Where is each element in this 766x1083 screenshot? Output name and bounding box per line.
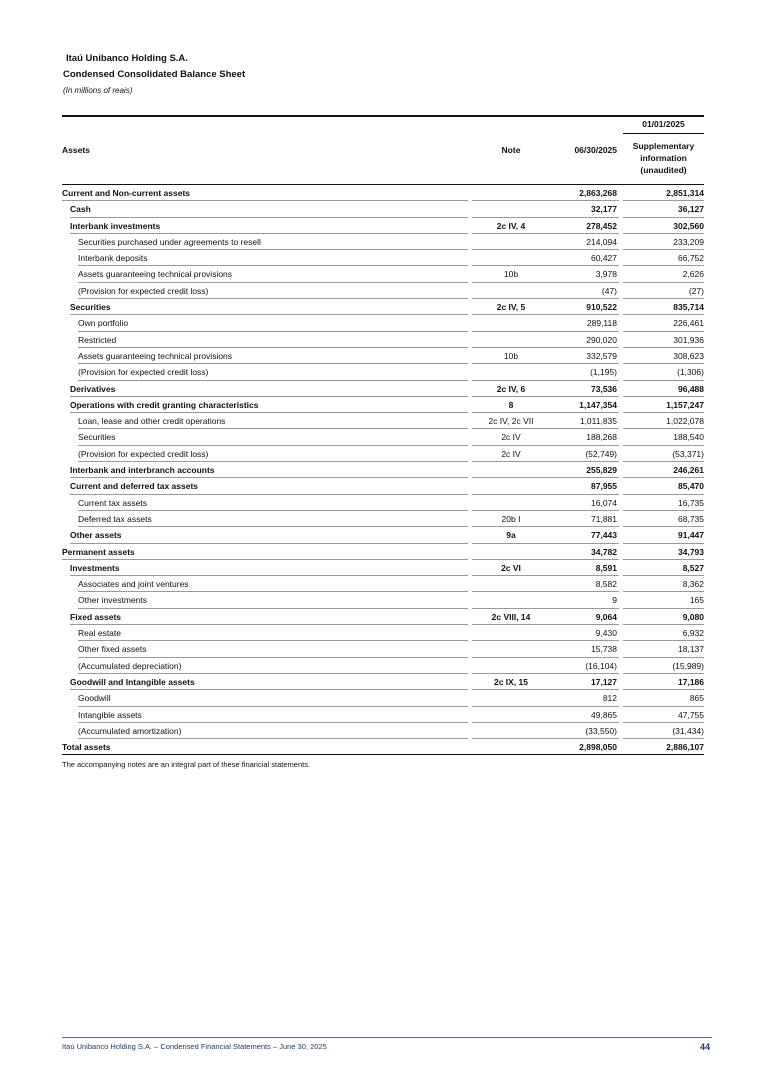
row-label: Current and deferred tax assets — [70, 481, 199, 492]
row-value-06-30-2025: 8,591 — [595, 562, 617, 573]
row-note — [472, 234, 550, 250]
row-label: Interbank deposits — [78, 253, 148, 264]
column-header — [62, 117, 704, 184]
row-value-01-01-2025: 85,470 — [678, 481, 704, 492]
row-label: Other assets — [70, 530, 122, 541]
row-rule — [62, 754, 704, 755]
row-value-06-30-2025: 9,430 — [595, 628, 617, 639]
table-row — [62, 250, 704, 266]
table-row — [62, 413, 704, 429]
table-body — [62, 185, 704, 755]
row-note — [472, 250, 550, 266]
table-row — [62, 348, 704, 364]
row-value-06-30-2025: 9,064 — [595, 611, 617, 622]
table-row — [62, 185, 704, 201]
row-note: 2c IV — [501, 432, 521, 443]
table-row — [62, 658, 704, 674]
row-note — [472, 478, 550, 494]
row-note — [472, 364, 550, 380]
row-value-06-30-2025: 278,452 — [586, 220, 617, 231]
row-note — [472, 707, 550, 723]
row-value-01-01-2025: 18,137 — [678, 644, 704, 655]
table-row — [62, 560, 704, 576]
row-value-06-30-2025: (1,195) — [590, 367, 617, 378]
row-value-01-01-2025: 2,886,107 — [666, 742, 704, 753]
row-value-01-01-2025: (1,306) — [677, 367, 704, 378]
row-value-01-01-2025: 36,127 — [678, 204, 704, 215]
row-label: Other fixed assets — [78, 644, 147, 655]
table-row — [62, 315, 704, 331]
row-note: 2c IV — [501, 448, 521, 459]
row-label: Intangible assets — [78, 709, 142, 720]
balance-sheet-table — [62, 115, 704, 769]
row-note — [472, 495, 550, 511]
row-value-06-30-2025: 214,094 — [586, 236, 617, 247]
supplementary-header-line-2: information — [640, 153, 687, 163]
row-note: 2c IV, 5 — [496, 302, 526, 313]
row-value-01-01-2025: 91,447 — [678, 530, 704, 541]
row-label: Total assets — [62, 742, 111, 753]
footer-text: Itaú Unibanco Holding S.A. – Condensed Financial Statements – June 30, 2025 — [62, 1042, 327, 1051]
table-row — [62, 625, 704, 641]
row-value-06-30-2025: 73,536 — [591, 383, 617, 394]
row-value-06-30-2025: 289,118 — [586, 318, 617, 329]
row-value-06-30-2025: 16,074 — [591, 497, 617, 508]
row-label: Securities — [70, 302, 111, 313]
table-row — [62, 299, 704, 315]
table-row — [62, 266, 704, 282]
row-label: Cash — [70, 204, 91, 215]
table-row — [62, 462, 704, 478]
supplementary-column-header — [623, 140, 704, 176]
row-value-01-01-2025: 301,936 — [673, 334, 704, 345]
table-row — [62, 446, 704, 462]
row-value-01-01-2025: 188,540 — [673, 432, 704, 443]
row-note — [472, 332, 550, 348]
row-label: Current tax assets — [78, 497, 147, 508]
table-row — [62, 201, 704, 217]
row-label: (Accumulated amortization) — [78, 725, 182, 736]
row-value-01-01-2025: 226,461 — [673, 318, 704, 329]
row-value-06-30-2025: 32,177 — [591, 204, 617, 215]
row-value-01-01-2025: 34,793 — [678, 546, 704, 557]
row-value-06-30-2025: 9 — [612, 595, 617, 606]
row-note: 2c VIII, 14 — [491, 611, 531, 622]
row-value-06-30-2025: 2,898,050 — [579, 742, 617, 753]
row-label: Other investments — [78, 595, 147, 606]
row-value-01-01-2025: 68,735 — [678, 513, 704, 524]
row-value-01-01-2025: 1,022,078 — [666, 416, 704, 427]
row-value-01-01-2025: 2,626 — [682, 269, 704, 280]
row-label: Loan, lease and other credit operations — [78, 416, 226, 427]
row-value-01-01-2025: 16,735 — [678, 497, 704, 508]
table-row — [62, 478, 704, 494]
row-value-01-01-2025: 865 — [689, 693, 704, 704]
table-row — [62, 739, 704, 755]
row-value-06-30-2025: 910,522 — [586, 302, 617, 313]
row-note: 2c IV, 4 — [496, 220, 526, 231]
supplementary-header-line-1: Supplementary — [632, 141, 695, 151]
row-value-06-30-2025: 17,127 — [591, 676, 617, 687]
row-value-06-30-2025: 332,579 — [586, 350, 617, 361]
row-value-01-01-2025: 8,362 — [682, 579, 704, 590]
units-note: (In millions of reais) — [63, 86, 133, 95]
table-row — [62, 723, 704, 739]
table-row — [62, 674, 704, 690]
table-row — [62, 592, 704, 608]
table-row — [62, 576, 704, 592]
row-value-01-01-2025: 9,080 — [682, 611, 704, 622]
row-value-01-01-2025: 233,209 — [673, 236, 704, 247]
supplementary-header-line-3: (unaudited) — [640, 165, 687, 175]
table-row — [62, 283, 704, 299]
row-value-06-30-2025: 290,020 — [586, 334, 617, 345]
footnote: The accompanying notes are an integral part of these financial statements. — [62, 760, 311, 770]
row-value-01-01-2025: 165 — [689, 595, 704, 606]
row-value-01-01-2025: 6,932 — [682, 628, 704, 639]
table-row — [62, 381, 704, 397]
row-value-01-01-2025: (15,989) — [672, 660, 704, 671]
row-note — [472, 739, 550, 755]
row-value-01-01-2025: 835,714 — [673, 302, 704, 313]
row-note — [472, 690, 550, 706]
note-column-header: Note — [501, 145, 521, 155]
statement-title: Condensed Consolidated Balance Sheet — [63, 69, 246, 80]
row-value-06-30-2025: 49,865 — [591, 709, 617, 720]
row-value-06-30-2025: (33,550) — [585, 725, 617, 736]
row-label: Current and Non-current assets — [62, 188, 190, 198]
row-label: Securities purchased under agreements to resell — [78, 236, 261, 247]
row-note: 9a — [506, 530, 516, 541]
row-value-01-01-2025: (27) — [688, 285, 704, 296]
row-label: Goodwill and Intangible assets — [70, 676, 195, 687]
row-value-01-01-2025: 47,755 — [678, 709, 704, 720]
company-name: Itaú Unibanco Holding S.A. — [66, 53, 188, 64]
row-label: Securities — [78, 432, 116, 443]
row-value-06-30-2025: 60,427 — [591, 253, 617, 264]
row-note — [472, 641, 550, 657]
table-row — [62, 690, 704, 706]
row-value-06-30-2025: 1,011,835 — [579, 416, 617, 427]
row-label: Own portfolio — [78, 318, 129, 329]
row-note — [472, 315, 550, 331]
row-value-06-30-2025: 15,738 — [591, 644, 617, 655]
row-note: 8 — [508, 399, 514, 410]
row-value-06-30-2025: (47) — [601, 285, 617, 296]
table-row — [62, 609, 704, 625]
row-note: 2c IV, 2c VII — [488, 416, 534, 427]
row-label: (Provision for expected credit loss) — [78, 285, 209, 296]
row-value-01-01-2025: 8,527 — [682, 562, 704, 573]
row-value-01-01-2025: 17,186 — [678, 676, 704, 687]
row-value-06-30-2025: (16,104) — [585, 660, 617, 671]
period-header: 01/01/2025 — [642, 119, 685, 129]
row-label: Interbank investments — [70, 220, 161, 231]
row-label: Deferred tax assets — [78, 513, 152, 524]
row-value-06-30-2025: (52,749) — [585, 448, 617, 459]
table-row — [62, 495, 704, 511]
row-label: Assets guaranteeing technical provisions — [78, 350, 233, 361]
row-value-01-01-2025: 308,623 — [673, 350, 704, 361]
row-label: Investments — [70, 562, 120, 573]
row-label: Operations with credit granting characteristics — [70, 399, 259, 410]
row-value-06-30-2025: 87,955 — [591, 481, 617, 492]
row-value-06-30-2025: 3,978 — [595, 269, 617, 280]
row-label: Interbank and interbranch accounts — [70, 465, 215, 476]
table-row — [62, 234, 704, 250]
row-note: 2c IV, 6 — [496, 383, 526, 394]
row-value-06-30-2025: 34,782 — [591, 546, 617, 557]
row-value-01-01-2025: (53,371) — [672, 448, 704, 459]
row-label: Associates and joint ventures — [78, 579, 189, 590]
table-row — [62, 397, 704, 413]
row-note: 10b — [503, 350, 519, 361]
row-label: Permanent assets — [62, 546, 135, 557]
row-value-06-30-2025: 188,268 — [586, 432, 617, 443]
table-row — [62, 511, 704, 527]
row-value-06-30-2025: 812 — [602, 693, 617, 704]
row-value-06-30-2025: 8,582 — [595, 579, 617, 590]
row-note — [472, 658, 550, 674]
row-note — [472, 544, 550, 560]
row-note — [472, 185, 550, 201]
table-row — [62, 332, 704, 348]
row-label: Derivatives — [70, 383, 116, 394]
row-value-01-01-2025: 66,752 — [678, 253, 704, 264]
row-value-06-30-2025: 255,829 — [586, 465, 617, 476]
row-label: (Accumulated depreciation) — [78, 660, 182, 671]
row-note — [472, 462, 550, 478]
row-note: 2c IX, 15 — [493, 676, 529, 687]
row-note: 10b — [503, 269, 519, 280]
footer-rule — [62, 1037, 712, 1038]
row-note — [472, 723, 550, 739]
row-value-06-30-2025: 1,147,354 — [579, 399, 617, 410]
row-note — [472, 592, 550, 608]
table-row — [62, 707, 704, 723]
row-value-06-30-2025: 77,443 — [591, 530, 617, 541]
page-number: 44 — [699, 1042, 710, 1052]
table-row — [62, 364, 704, 380]
table-row — [62, 544, 704, 560]
row-label: (Provision for expected credit loss) — [78, 367, 209, 378]
row-value-06-30-2025: 2,863,268 — [579, 188, 617, 198]
row-note — [472, 625, 550, 641]
row-note — [472, 201, 550, 217]
row-value-01-01-2025: 2,851,314 — [666, 188, 704, 198]
row-value-01-01-2025: 1,157,247 — [666, 399, 704, 410]
row-label: Assets guaranteeing technical provisions — [78, 269, 233, 280]
table-row — [62, 527, 704, 543]
row-label: Goodwill — [78, 693, 111, 704]
row-value-01-01-2025: 246,261 — [673, 465, 704, 476]
row-label: (Provision for expected credit loss) — [78, 448, 209, 459]
row-label: Fixed assets — [70, 611, 122, 622]
table-row — [62, 429, 704, 445]
row-note — [472, 576, 550, 592]
row-value-01-01-2025: 302,560 — [673, 220, 704, 231]
row-value-01-01-2025: 96,488 — [678, 383, 704, 394]
current-period-column-header: 06/30/2025 — [574, 145, 617, 155]
row-label: Real estate — [78, 628, 121, 639]
row-note: 20b I — [501, 513, 521, 524]
row-label: Restricted — [78, 334, 117, 345]
row-value-06-30-2025: 71,881 — [591, 513, 617, 524]
table-row — [62, 218, 704, 234]
table-row — [62, 641, 704, 657]
period-header-rule — [623, 133, 704, 134]
row-note: 2c VI — [501, 562, 521, 573]
row-note — [472, 283, 550, 299]
assets-column-header: Assets — [62, 145, 90, 155]
row-value-01-01-2025: (31,434) — [672, 725, 704, 736]
